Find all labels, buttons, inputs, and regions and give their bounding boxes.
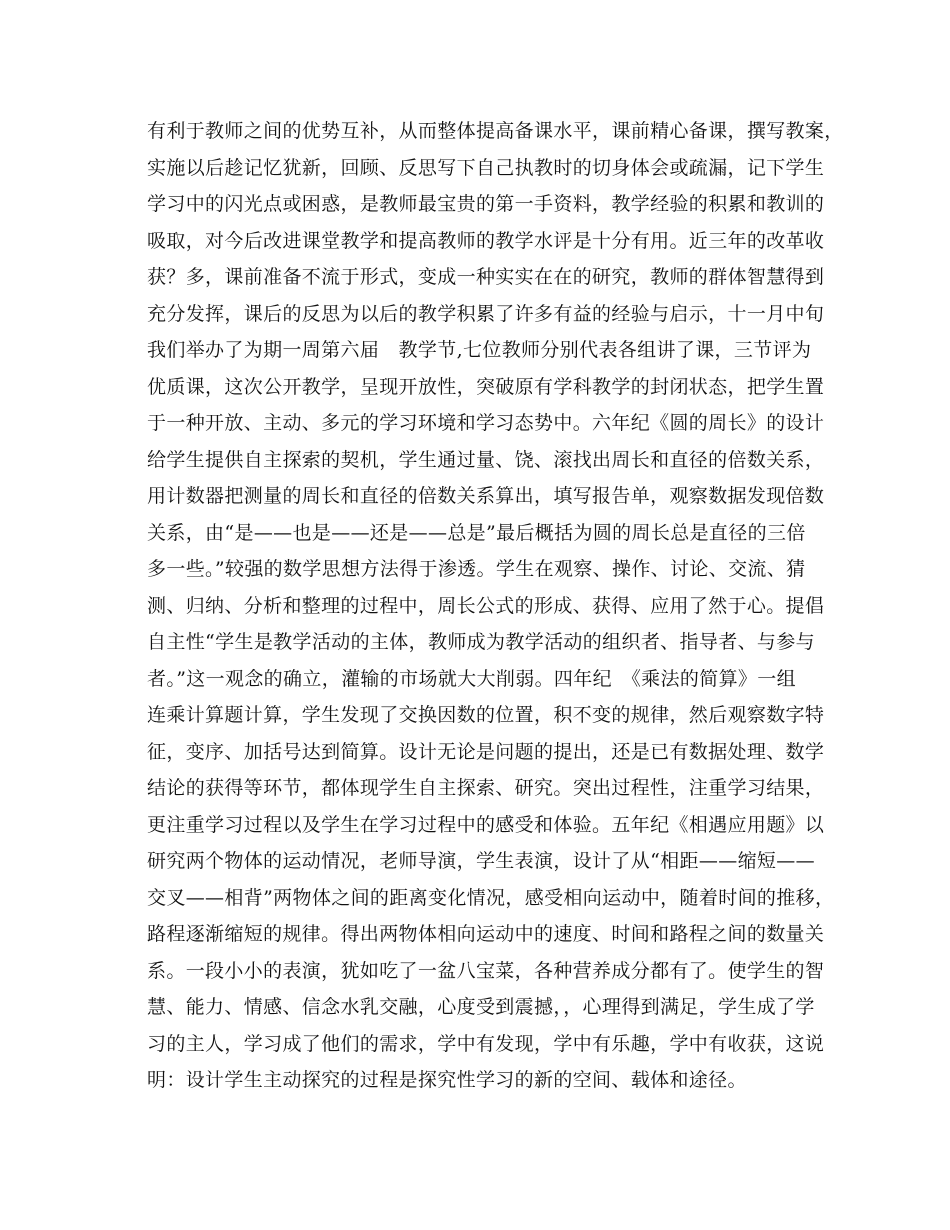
text-line: 明：设计学生主动探究的过程是探究性学习的新的空间、载体和途径。 — [147, 1069, 747, 1091]
text-line: 研究两个物体的运动情况，老师导演，学生表演，设计了从“相距——缩短—— — [147, 850, 815, 872]
text-line: 有利于教师之间的优势互补，从而整体提高备课水平，课前精心备课，撰写教案， — [147, 120, 844, 142]
text-line: 交叉——相背”两物体之间的距离变化情况，感受相向运动中，随着时间的推移， — [147, 886, 835, 909]
text-line: 测、归纳、分析和整理的过程中，周长公式的形成、获得、应用了然于心。提倡 — [147, 594, 825, 617]
text-line: 者。”这一观念的确立，灌输的市场就大大削弱。四年纪 《乘法的简算》一组 — [147, 667, 796, 690]
text-line: 自主性“学生是教学活动的主体，教师成为教学活动的组织者、指导者、与参与 — [147, 631, 815, 653]
text-line: 关系，由“是——也是——还是——总是”最后概括为圆的周长总是直径的三倍 — [147, 521, 806, 544]
text-line: 多一些。”较强的数学思想方法得于渗透。学生在观察、操作、讨论、交流、猜 — [147, 558, 806, 580]
text-line: 学习中的闪光点或困惑，是教师最宝贵的第一手资料，教学经验的积累和教训的 — [147, 193, 825, 215]
text-line: 优质课，这次公开教学，呈现开放性，突破原有学科教学的封闭状态，把学生置 — [147, 375, 825, 398]
text-line: 给学生提供自主探索的契机，学生通过量、饶、滚找出周长和直径的倍数关系， — [147, 448, 825, 471]
text-line: 实施以后趁记忆犹新，回顾、反思写下自己执教时的切身体会或疏漏，记下学生 — [147, 156, 825, 179]
text-line: 习的主人，学习成了他们的需求，学中有发现，学中有乐趣，学中有收获，这说 — [147, 1032, 825, 1055]
text-line: 征，变序、加括号达到简算。设计无论是问题的提出，还是已有数据处理、数学 — [147, 740, 825, 763]
text-line: 更注重学习过程以及学生在学习过程中的感受和体验。五年纪《相遇应用题》以 — [147, 813, 825, 836]
text-line: 我们举办了为期一周第六届 教学节,七位教师分别代表各组讲了课，三节评为 — [147, 339, 812, 361]
text-line: 充分发挥，课后的反思为以后的教学积累了许多有益的经验与启示，十一月中旬 — [147, 302, 825, 325]
text-line: 系。一段小小的表演，犹如吃了一盆八宝菜，各种营养成分都有了。使学生的智 — [147, 959, 825, 982]
text-line: 路程逐渐缩短的规律。得出两物体相向运动中的速度、时间和路程之间的数量关 — [147, 923, 825, 945]
body-paragraph — [147, 113, 844, 1099]
text-line: 获？多，课前准备不流于形式，变成一种实实在在的研究，教师的群体智慧得到 — [147, 266, 825, 288]
text-line: 吸取，对今后改进课堂教学和提高教师的教学水评是十分有用。近三年的改革收 — [147, 229, 825, 252]
text-line: 用计数器把测量的周长和直径的倍数关系算出，填写报告单，观察数据发现倍数 — [147, 485, 825, 507]
text-line: 于一种开放、主动、多元的学习环境和学习态势中。六年纪《圆的周长》的设计 — [147, 412, 825, 434]
text-line: 慧、能力、情感、信念水乳交融，心度受到震撼，，心理得到满足，学生成了学 — [147, 996, 815, 1018]
text-line: 连乘计算题计算，学生发现了交换因数的位置，积不变的规律，然后观察数字特 — [147, 704, 825, 726]
text-line: 结论的获得等环节，都体现学生自主探索、研究。突出过程性，注重学习结果， — [147, 777, 825, 799]
